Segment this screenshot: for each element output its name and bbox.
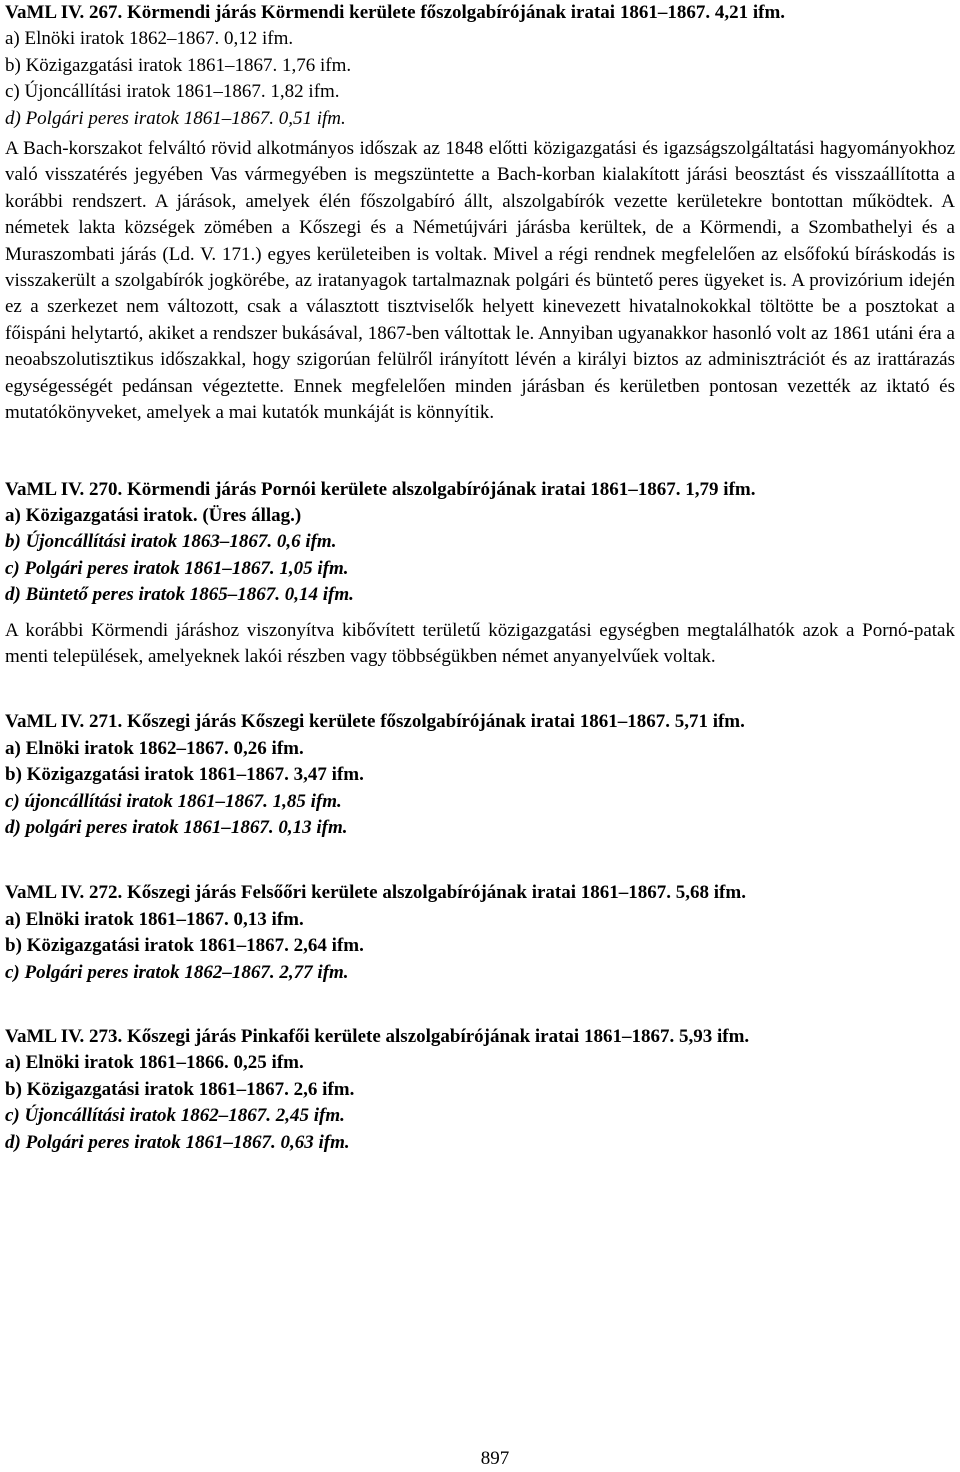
series-line: c) Polgári peres iratok 1862–1867. 2,77 ifm. (5, 961, 349, 983)
fonds-description: A korábbi Körmendi járáshoz viszonyítva kibővített területű közigazgatási egységben megtalálhatók azok a Pornó-patak menti települések, amelyeknek lakói részben vagy többségükben német anyanyelvűek voltak. (5, 619, 955, 667)
series-line: d) Polgári peres iratok 1861–1867. 0,51 ifm. (5, 107, 346, 129)
series-line: c) újoncállítási iratok 1861–1867. 1,85 ifm. (5, 790, 342, 812)
series-line: d) polgári peres iratok 1861–1867. 0,13 ifm. (5, 816, 348, 838)
series-line: a) Elnöki iratok 1862–1867. 0,26 ifm. (5, 737, 304, 759)
document-page (5, 0, 955, 1156)
fonds-entry-272 (5, 880, 955, 986)
series-line: c) Újoncállítási iratok 1862–1867. 2,45 ifm. (5, 1105, 345, 1127)
series-line: b) Újoncállítási iratok 1863–1867. 0,6 ifm. (5, 531, 337, 553)
fonds-title: VaML IV. 270. Körmendi járás Pornói kerülete alszolgabírójának iratai 1861–1867. 1,79 ifm. (5, 478, 756, 500)
fonds-entry-270 (5, 477, 955, 671)
fonds-title: VaML IV. 267. Körmendi járás Körmendi kerülete főszolgabírójának iratai 1861–1867. 4,21 ifm. (5, 2, 786, 23)
series-line: d) Polgári peres iratok 1861–1867. 0,63 ifm. (5, 1131, 350, 1153)
series-line: a) Elnöki iratok 1862–1867. 0,12 ifm. (5, 28, 294, 50)
series-line: c) Polgári peres iratok 1861–1867. 1,05 ifm. (5, 557, 349, 579)
series-line: b) Közigazgatási iratok 1861–1867. 2,64 ifm. (5, 935, 364, 957)
fonds-entry-273 (5, 1024, 955, 1156)
series-line: d) Büntető peres iratok 1865–1867. 0,14 ifm. (5, 584, 354, 606)
series-line: a) Elnöki iratok 1861–1866. 0,25 ifm. (5, 1052, 304, 1074)
series-line: c) Újoncállítási iratok 1861–1867. 1,82 ifm. (5, 81, 340, 103)
page-number: 897 (480, 1448, 510, 1469)
series-line: b) Közigazgatási iratok 1861–1867. 1,76 ifm. (5, 54, 352, 76)
fonds-entry-267 (5, 0, 955, 427)
fonds-description: A Bach-korszakot felváltó rövid alkotmányos időszak az 1848 előtti közigazgatási és igazságszolgáltatási hagyományokhoz való visszatérés jegyében Vas vármegyében is megszüntette a Bach-korban kialakított járási beosztást és visszaállította a korábbi rendszert. A járások, amelyek élén főszolgabíró állt, alszolgabírók vezette kerületekre bontottan működtek. A németek lakta községek zömében a Kőszegi és a Németújvári járásba kerültek, de a Körmendi, a Szombathelyi és a Muraszombati járás (Ld. V. 171.) egyes kerületeiben is voltak. Mivel a régi rendnek megfelelően az elsőfokú bíráskodás is visszakerült a szolgabírók jogkörébe, az iratanyagok tartalmaznak polgári és büntető peres ügyeket is. A provizórium idején ez a szerkezet nem változott, csak a választott tisztviselők helyett kinevezett hivatalnokokkal töltötte be a posztokat a főispáni helytartó, akiket a rendszer bukásával, 1867-ben váltottak le. Annyiban ugyanakkor hasonló volt az 1861 utáni éra a neoabszolutisztikus időszakkal, hogy szigorúan felülről irányított lévén a királyi biztos az adminisztrációt és az irattárazás egységességét pedánsan végeztette. Ennek megfelelően minden járásban és kerületben pontosan vezették az iktató és mutatókönyveket, amelyek a mai kutatók munkáját is könnyítik. (5, 138, 955, 424)
series-line: a) Elnöki iratok 1861–1867. 0,13 ifm. (5, 908, 304, 930)
fonds-title: VaML IV. 273. Kőszegi járás Pinkafői kerülete alszolgabírójának iratai 1861–1867. 5,93 ifm. (5, 1026, 750, 1047)
series-line: b) Közigazgatási iratok 1861–1867. 2,6 ifm. (5, 1078, 355, 1100)
fonds-entry-271 (5, 709, 955, 841)
fonds-title: VaML IV. 271. Kőszegi járás Kőszegi kerülete főszolgabírójának iratai 1861–1867. 5,71 ifm. (5, 711, 745, 733)
series-line: b) Közigazgatási iratok 1861–1867. 3,47 ifm. (5, 764, 364, 786)
series-line: a) Közigazgatási iratok. (Üres állag.) (5, 504, 302, 526)
fonds-title: VaML IV. 272. Kőszegi járás Felsőőri kerülete alszolgabírójának iratai 1861–1867. 5,68 ifm. (5, 882, 746, 904)
